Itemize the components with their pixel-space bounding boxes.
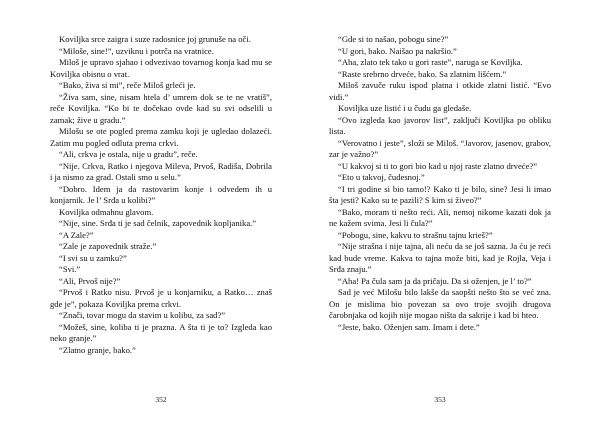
paragraph: Koviljka odmahnu glavom. <box>59 206 154 217</box>
paragraph: “Nije strašna i nije tajna, ali neću da se još sazna. Ja ću je reći kad bude vreme. Kakva to tajna može biti, kad je Rojla, Veja i Srđa znaju.” <box>329 241 551 274</box>
paragraph: Sad je već Milošu bilo lakše da saopšti nešto što se već zna. On je mislima bio povezan sa ovo troje svojih drugova čarobnjaka od kojih nije mogao ništa da sakrije i kad bi hteo. <box>329 287 551 320</box>
paragraph: “Gde si to našao, pobogu sine?” <box>338 34 449 44</box>
page-number-left: 352 <box>155 395 167 404</box>
paragraph: Koviljka uze listić i u čudu ga gledaše. <box>338 103 472 113</box>
paragraph: Milošu se ote pogled prema zamku koji je ugledao dolazeći. Zatim mu pogled odluta prema crkvi. <box>50 126 272 148</box>
paragraph: “I tri godine si bio tamo!? Kako ti je bilo, sine? Jesi li imao šta jesti? Kako su te pazili? S kim si živeo?” <box>329 183 551 205</box>
paragraph: “Zale je zapovednik straže.” <box>59 241 157 251</box>
paragraph: “Ali, crkva je ostala, nije u gradu”, reče. <box>59 149 198 159</box>
paragraph: Miloš zavuče ruku ispod platna i otkide zlatni listić. “Evo vidi.” <box>329 80 551 102</box>
paragraph: “Možeš, sine, koliba ti je prazna. A šta ti je to? Izgleda kao neko granje.” <box>50 321 272 343</box>
paragraph: “Ovo izgleda kao javorov list”, zaključi Koviljka po obliku lista. <box>329 114 551 136</box>
paragraph: “Zlatno granje, bako.” <box>59 344 136 355</box>
paragraph: “Eto u takvoj, čudesnoj.” <box>338 172 425 182</box>
paragraph: “Bako, moram ti nešto reći. Ali, nemoj nikome kazati dok ja ne kažem svima. Jesi li čula?” <box>329 206 551 228</box>
paragraph: “A Zale?” <box>59 229 94 240</box>
paragraph: “Nije, sine. Srđa ti je sad čelnik, zapovednik kopljanika.” <box>59 218 257 228</box>
paragraph: Miloš je upravo sjahao i odvezivao tovarnog konja kad mu se Koviljka obisnu o vrat. <box>50 57 272 79</box>
paragraph: “U kakvoj si ti to gori bio kad u njoj raste zlatno drveće?” <box>338 160 538 171</box>
left-page-text <box>50 34 272 356</box>
paragraph: Koviljka srce zaigra i suze radosnice joj grunuše na oči. <box>59 34 251 44</box>
paragraph: “Aha! Pa čula sam ja da pričaju. Da si oženjen, je l’ to?” <box>338 275 532 286</box>
paragraph: “Svi.” <box>59 264 81 274</box>
paragraph: “Prvoš i Ratko nisu. Prvoš je u konjarniku, a Ratko… znaš gde je”, pokaza Koviljka prema crkvi. <box>50 287 272 309</box>
paragraph: “Bako, živa si mi”, reče Miloš grleći je. <box>59 80 196 90</box>
paragraph: “I svi su u zamku?” <box>59 252 127 263</box>
paragraph: “Dobro. Idem ja da rastovarim konje i odvedem ih u konjarnik. Je l’ Srđa u kolibi?” <box>50 183 272 205</box>
page-number-right: 353 <box>434 395 446 404</box>
paragraph: “Živa sam, sine, nisam htela d’ umrem dok se te ne vratiš”, reče Koviljka. “Ko bi te dočekao ovde kad su svi odselili u zamak; živе u gradu.” <box>50 91 272 125</box>
paragraph: “Miloše, sine!”, uzviknu i potrča na vratnice. <box>59 45 214 56</box>
right-page-text <box>329 34 551 333</box>
paragraph: “Nije. Crkva, Ratko i njegova Mileva, Prvoš, Radiša, Dobrila i ja nismo za grad. Ostali smo u selu.” <box>50 160 272 182</box>
paragraph: “Jeste, bako. Oženjen sam. Imam i dete.” <box>338 321 480 332</box>
paragraph: “Pobogu, sine, kakvu to strašnu tajnu krieš?” <box>338 229 493 240</box>
paragraph: “U gori, bako. Naišao pa nakršio.” <box>338 45 457 56</box>
paragraph: “Znači, tovar mogu da stavim u kolibu, za sad?” <box>59 310 226 320</box>
paragraph: “Ali, Prvoš nije?” <box>59 275 121 286</box>
paragraph: “Raste srebrno drveće, bako. Sa zlatnim lišćem.” <box>338 68 507 79</box>
paragraph: “Verovatno i jeste”, složi se Miloš. “Javorov, jasenov, grabov, zar je važno?” <box>329 137 551 159</box>
paragraph: “Aha, zlato tek tako u gori raste”, naruga se Koviljka. <box>338 57 523 67</box>
